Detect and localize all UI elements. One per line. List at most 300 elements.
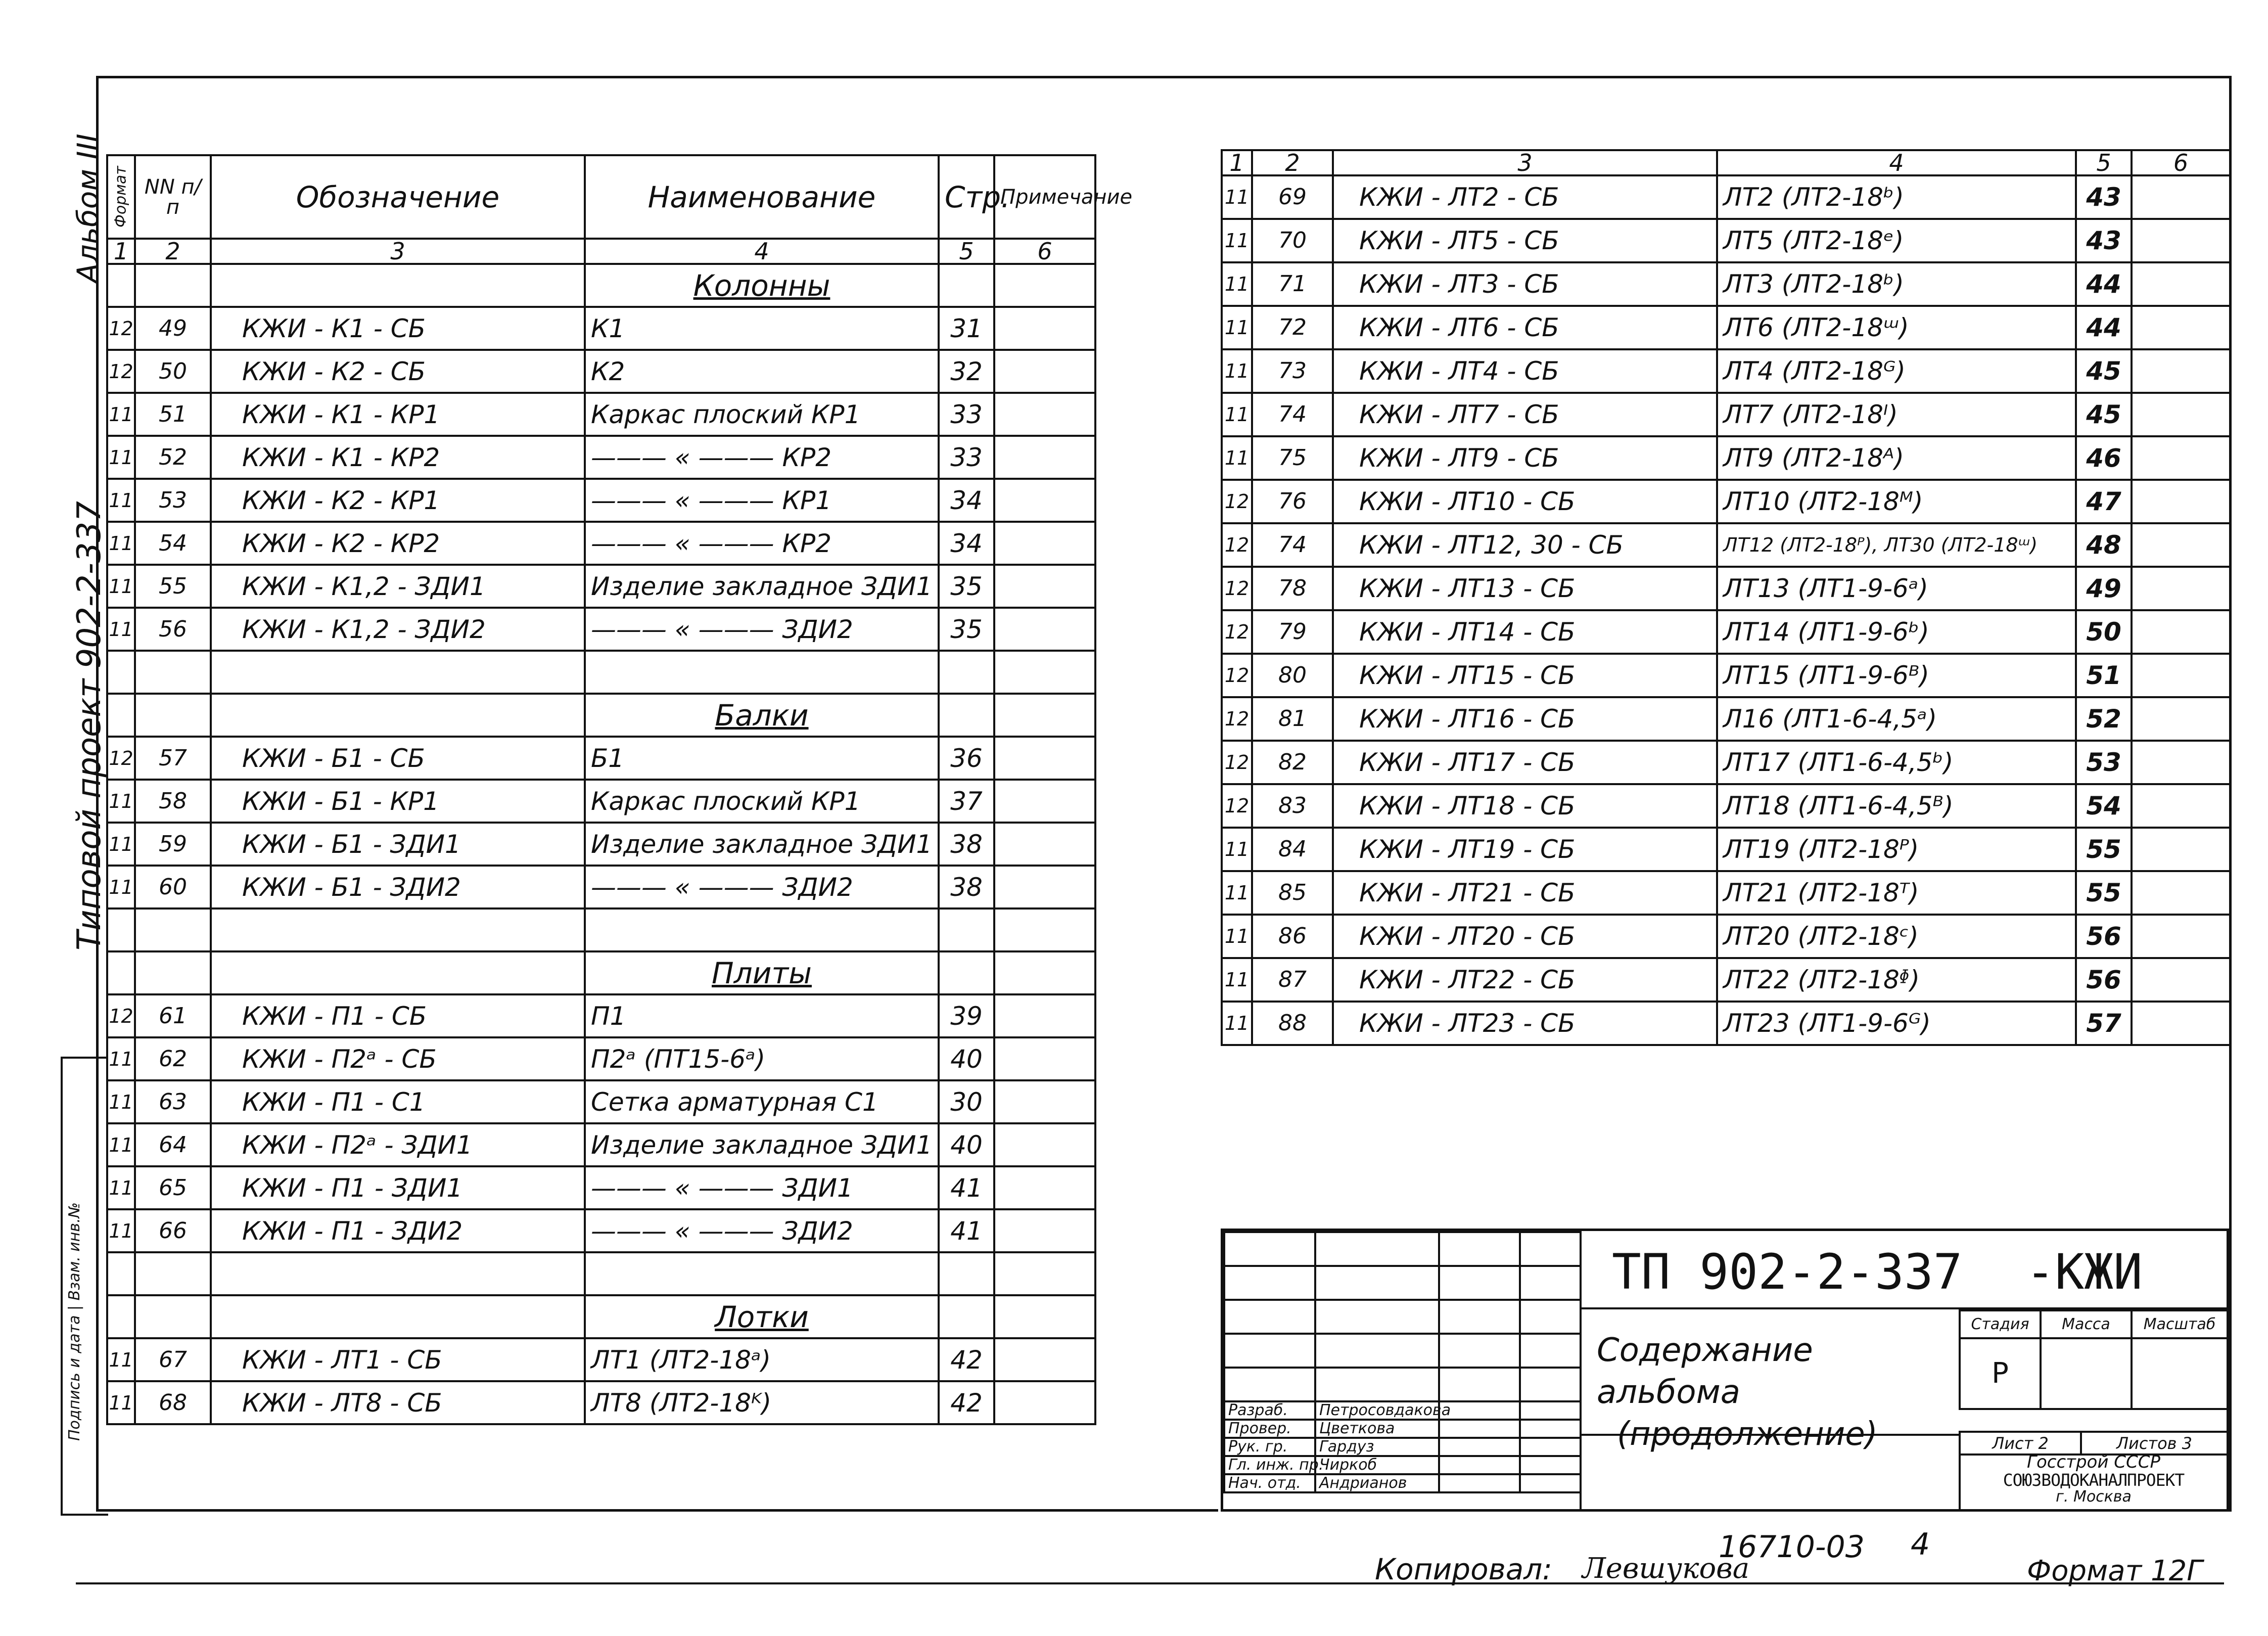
cell-designation: КЖИ - ЛТ3 - СБ xyxy=(1333,262,1717,306)
cell-note xyxy=(994,1080,1095,1123)
stamp-empty-row xyxy=(1224,1334,1581,1368)
outer-bottom-line xyxy=(76,1582,2224,1584)
cell-format xyxy=(107,264,135,307)
cell-num: 86 xyxy=(1252,915,1333,958)
cell-page: 35 xyxy=(939,608,994,651)
rcol-num-3: 3 xyxy=(1333,150,1717,175)
signature-grid xyxy=(1223,1231,1582,1493)
cell-name: ——— « ——— КР2 xyxy=(585,522,939,565)
cell-num: 85 xyxy=(1252,871,1333,915)
stage-value: Р xyxy=(1960,1338,2041,1409)
cell-format: 11 xyxy=(107,1338,135,1381)
person-role: Нач. отд. xyxy=(1224,1474,1315,1492)
cell-note xyxy=(994,307,1095,350)
cell-note xyxy=(994,994,1095,1037)
cell-note xyxy=(2132,958,2230,1002)
cell-name: ЛТ17 (ЛТ1-6-4,5ᵇ) xyxy=(1717,741,2076,784)
cell-num: 50 xyxy=(135,350,211,393)
person-date xyxy=(1520,1456,1581,1474)
cell-note xyxy=(2132,871,2230,915)
col-note-header: Примечание xyxy=(994,155,1095,239)
cell-num: 78 xyxy=(1252,567,1333,610)
person-date xyxy=(1520,1420,1581,1438)
cell-format: 11 xyxy=(107,522,135,565)
cell-name: ЛТ19 (ЛТ2-18ᴾ) xyxy=(1717,828,2076,871)
cell-page xyxy=(939,1295,994,1338)
cell-designation: КЖИ - ЛТ22 - СБ xyxy=(1333,958,1717,1002)
empty-cell xyxy=(107,908,135,951)
stamp-person-row xyxy=(1224,1456,1581,1474)
cell-page: 48 xyxy=(2076,523,2132,567)
signature-strip xyxy=(61,1057,108,1516)
cell-designation: КЖИ - ЛТ2 - СБ xyxy=(1333,175,1717,219)
table-row xyxy=(1222,262,2230,306)
person-name: Гардуз xyxy=(1315,1438,1439,1456)
project-label: Типовой проект 902-2-337 xyxy=(71,501,108,950)
cell-note xyxy=(994,565,1095,608)
cell-name: ЛТ1 (ЛТ2-18ᵃ) xyxy=(585,1338,939,1381)
cell-note xyxy=(2132,1002,2230,1045)
table-row xyxy=(107,651,1095,694)
cell-note xyxy=(2132,436,2230,480)
cell-format: 11 xyxy=(1222,871,1252,915)
cell-designation: КЖИ - ЛТ17 - СБ xyxy=(1333,741,1717,784)
stamp-cell xyxy=(1224,1334,1315,1368)
cell-note xyxy=(2132,567,2230,610)
cell-format: 12 xyxy=(1222,480,1252,523)
cell-format: 12 xyxy=(107,994,135,1037)
col-num-3: 3 xyxy=(211,239,585,264)
cell-note xyxy=(2132,349,2230,393)
cell-designation: КЖИ - К2 - СБ xyxy=(211,350,585,393)
cell-num: 63 xyxy=(135,1080,211,1123)
person-role: Провер. xyxy=(1224,1420,1315,1438)
cell-num: 70 xyxy=(1252,219,1333,262)
cell-num xyxy=(135,264,211,307)
cell-name: ЛТ2 (ЛТ2-18ᵇ) xyxy=(1717,175,2076,219)
table-row xyxy=(107,1252,1095,1295)
cell-num xyxy=(135,694,211,737)
table-row xyxy=(107,1295,1095,1338)
stamp-empty-row xyxy=(1224,1232,1581,1266)
cell-num xyxy=(135,1295,211,1338)
stamp-cell xyxy=(1224,1266,1315,1300)
cell-name: Л16 (ЛТ1-6-4,5ᵃ) xyxy=(1717,697,2076,741)
cell-page: 45 xyxy=(2076,393,2132,436)
cell-name: ЛТ10 (ЛТ2-18ᴹ) xyxy=(1717,480,2076,523)
empty-cell xyxy=(135,651,211,694)
table-row xyxy=(107,951,1095,994)
cell-page: 30 xyxy=(939,1080,994,1123)
cell-page: 57 xyxy=(2076,1002,2132,1045)
cell-format: 12 xyxy=(1222,610,1252,654)
cell-page xyxy=(939,951,994,994)
table-row xyxy=(107,1037,1095,1080)
person-role: Разраб. xyxy=(1224,1401,1315,1420)
cell-page: 56 xyxy=(2076,915,2132,958)
cell-designation: КЖИ - ЛТ18 - СБ xyxy=(1333,784,1717,828)
cell-format: 12 xyxy=(1222,523,1252,567)
cell-name: ЛТ20 (ЛТ2-18ᶜ) xyxy=(1717,915,2076,958)
cell-format xyxy=(107,694,135,737)
cell-num: 74 xyxy=(1252,393,1333,436)
cell-format: 11 xyxy=(1222,436,1252,480)
cell-name: Изделие закладное ЗДИ1 xyxy=(585,823,939,866)
person-role: Рук. гр. xyxy=(1224,1438,1315,1456)
cell-num: 88 xyxy=(1252,1002,1333,1045)
cell-name: ЛТ22 (ЛТ2-18ᶲ) xyxy=(1717,958,2076,1002)
cell-designation: КЖИ - К1,2 - ЗДИ2 xyxy=(211,608,585,651)
cell-format: 11 xyxy=(107,1381,135,1424)
cell-designation: КЖИ - К1 - СБ xyxy=(211,307,585,350)
cell-format: 11 xyxy=(1222,958,1252,1002)
frame-bottom-line xyxy=(96,1509,1218,1512)
cell-num xyxy=(135,951,211,994)
cell-note xyxy=(994,393,1095,436)
cell-note xyxy=(2132,262,2230,306)
table-row xyxy=(1222,654,2230,697)
cell-note xyxy=(994,866,1095,908)
cell-num: 61 xyxy=(135,994,211,1037)
scale-label: Масштаб xyxy=(2132,1310,2228,1338)
empty-cell xyxy=(107,1252,135,1295)
cell-format: 11 xyxy=(1222,175,1252,219)
cell-name: ЛТ4 (ЛТ2-18ᴳ) xyxy=(1717,349,2076,393)
organization-cell xyxy=(1959,1453,2227,1512)
mass-value xyxy=(2041,1338,2132,1409)
rcol-num-5: 5 xyxy=(2076,150,2132,175)
table-row xyxy=(1222,393,2230,436)
empty-cell xyxy=(994,908,1095,951)
cell-format: 11 xyxy=(107,565,135,608)
stamp-cell xyxy=(1315,1232,1439,1266)
person-name: Андрианов xyxy=(1315,1474,1439,1492)
table-row xyxy=(107,350,1095,393)
cell-page: 33 xyxy=(939,393,994,436)
org-ministry: Госстрой СССР xyxy=(2027,1452,2160,1472)
cell-name: П2ᵃ (ПТ15-6ᵃ) xyxy=(585,1037,939,1080)
col-num-4: 4 xyxy=(585,239,939,264)
cell-note xyxy=(994,1037,1095,1080)
stamp-cell xyxy=(1439,1232,1520,1266)
table-row xyxy=(107,823,1095,866)
cell-format: 11 xyxy=(107,1037,135,1080)
person-date xyxy=(1520,1401,1581,1420)
cell-name: ЛТ8 (ЛТ2-18ᴷ) xyxy=(585,1381,939,1424)
section-heading: Колонны xyxy=(585,264,939,307)
copier-signature: Левшукова xyxy=(1582,1552,1750,1585)
cell-num: 83 xyxy=(1252,784,1333,828)
mass-label: Масса xyxy=(2041,1310,2132,1338)
person-signature xyxy=(1439,1456,1520,1474)
cell-format: 12 xyxy=(107,307,135,350)
cell-page: 38 xyxy=(939,823,994,866)
person-signature xyxy=(1439,1420,1520,1438)
cell-page: 39 xyxy=(939,994,994,1037)
empty-cell xyxy=(994,651,1095,694)
cell-designation: КЖИ - П1 - С1 xyxy=(211,1080,585,1123)
cell-num: 57 xyxy=(135,737,211,780)
cell-num: 72 xyxy=(1252,306,1333,349)
cell-note xyxy=(2132,610,2230,654)
cell-note xyxy=(994,1338,1095,1381)
cell-page: 54 xyxy=(2076,784,2132,828)
cell-format: 11 xyxy=(107,1123,135,1166)
cell-format: 11 xyxy=(107,823,135,866)
empty-cell xyxy=(585,1252,939,1295)
cell-format: 11 xyxy=(1222,915,1252,958)
rcol-num-4: 4 xyxy=(1717,150,2076,175)
scale-value xyxy=(2132,1338,2228,1409)
cell-num: 69 xyxy=(1252,175,1333,219)
cell-format xyxy=(107,1295,135,1338)
empty-cell xyxy=(585,651,939,694)
stamp-empty-row xyxy=(1224,1300,1581,1334)
cell-num: 80 xyxy=(1252,654,1333,697)
stamp-cell xyxy=(1439,1300,1520,1334)
cell-format: 12 xyxy=(1222,784,1252,828)
cell-page: 41 xyxy=(939,1209,994,1252)
cell-designation: КЖИ - ЛТ15 - СБ xyxy=(1333,654,1717,697)
format-label: Формат 12Г xyxy=(2027,1555,2203,1587)
cell-page: 36 xyxy=(939,737,994,780)
cell-designation: КЖИ - Б1 - ЗДИ2 xyxy=(211,866,585,908)
cell-page: 31 xyxy=(939,307,994,350)
cell-format: 11 xyxy=(107,1080,135,1123)
cell-designation: КЖИ - П1 - СБ xyxy=(211,994,585,1037)
stamp-cell xyxy=(1520,1368,1581,1401)
sheets-total: Листов 3 xyxy=(2081,1432,2228,1455)
cell-num: 79 xyxy=(1252,610,1333,654)
cell-note xyxy=(994,436,1095,479)
cell-num: 60 xyxy=(135,866,211,908)
section-heading: Плиты xyxy=(585,951,939,994)
cell-page: 33 xyxy=(939,436,994,479)
cell-num: 62 xyxy=(135,1037,211,1080)
table-row xyxy=(1222,523,2230,567)
table-row xyxy=(1222,175,2230,219)
cell-num: 65 xyxy=(135,1166,211,1209)
table-row xyxy=(107,264,1095,307)
cell-note xyxy=(994,780,1095,823)
person-name: Цветкова xyxy=(1315,1420,1439,1438)
cell-page: 44 xyxy=(2076,262,2132,306)
table-row xyxy=(107,737,1095,780)
cell-note xyxy=(994,1123,1095,1166)
cell-page: 50 xyxy=(2076,610,2132,654)
cell-name: Изделие закладное ЗДИ1 xyxy=(585,1123,939,1166)
cell-num: 66 xyxy=(135,1209,211,1252)
table-row xyxy=(107,565,1095,608)
cell-format: 12 xyxy=(1222,741,1252,784)
cell-format: 12 xyxy=(107,737,135,780)
table-row xyxy=(107,694,1095,737)
table-row xyxy=(1222,1002,2230,1045)
code-cell xyxy=(1580,1231,2227,1309)
person-name: Чиркоб xyxy=(1315,1456,1439,1474)
cell-designation: КЖИ - ЛТ13 - СБ xyxy=(1333,567,1717,610)
col-designation-header: Обозначение xyxy=(211,155,585,239)
cell-num: 55 xyxy=(135,565,211,608)
cell-page xyxy=(939,694,994,737)
person-signature xyxy=(1439,1474,1520,1492)
cell-page xyxy=(939,264,994,307)
table-row xyxy=(1222,306,2230,349)
empty-cell xyxy=(939,651,994,694)
cell-name: ЛТ23 (ЛТ1-9-6ᴳ) xyxy=(1717,1002,2076,1045)
cell-designation: КЖИ - К2 - КР1 xyxy=(211,479,585,522)
cell-designation: КЖИ - ЛТ23 - СБ xyxy=(1333,1002,1717,1045)
cell-num: 51 xyxy=(135,393,211,436)
cell-designation: КЖИ - П1 - ЗДИ2 xyxy=(211,1209,585,1252)
cell-page: 55 xyxy=(2076,828,2132,871)
title-block xyxy=(1221,1229,2229,1512)
table-row xyxy=(107,1166,1095,1209)
table-row xyxy=(1222,958,2230,1002)
cell-page: 53 xyxy=(2076,741,2132,784)
cell-note xyxy=(994,1295,1095,1338)
cell-name: ——— « ——— ЗДИ2 xyxy=(585,1209,939,1252)
album-label: Альбом III xyxy=(71,133,105,283)
table-row xyxy=(1222,915,2230,958)
section-heading: Лотки xyxy=(585,1295,939,1338)
cell-designation xyxy=(211,951,585,994)
cell-page: 52 xyxy=(2076,697,2132,741)
cell-designation: КЖИ - К2 - КР2 xyxy=(211,522,585,565)
cell-num: 71 xyxy=(1252,262,1333,306)
cell-designation xyxy=(211,694,585,737)
stamp-empty-row xyxy=(1224,1368,1581,1401)
stamp-cell xyxy=(1224,1232,1315,1266)
cell-note xyxy=(994,951,1095,994)
col-page-header: Стр. xyxy=(939,155,994,239)
empty-cell xyxy=(135,1252,211,1295)
cell-designation: КЖИ - К1,2 - ЗДИ1 xyxy=(211,565,585,608)
stamp-cell xyxy=(1315,1266,1439,1300)
empty-cell xyxy=(211,908,585,951)
cell-num: 67 xyxy=(135,1338,211,1381)
col-num-header: NN п/п xyxy=(135,155,211,239)
cell-format: 11 xyxy=(107,780,135,823)
cell-page: 35 xyxy=(939,565,994,608)
cell-name: ——— « ——— ЗДИ2 xyxy=(585,866,939,908)
cell-designation: КЖИ - П2ᵃ - СБ xyxy=(211,1037,585,1080)
cell-format: 11 xyxy=(1222,828,1252,871)
cell-designation: КЖИ - Б1 - СБ xyxy=(211,737,585,780)
stamp-cell xyxy=(1520,1266,1581,1300)
cell-name: ——— « ——— ЗДИ2 xyxy=(585,608,939,651)
right-contents-table xyxy=(1221,149,2231,1046)
cell-note xyxy=(2132,480,2230,523)
cell-num: 54 xyxy=(135,522,211,565)
cell-designation: КЖИ - ЛТ16 - СБ xyxy=(1333,697,1717,741)
cell-page: 43 xyxy=(2076,175,2132,219)
cell-page: 34 xyxy=(939,479,994,522)
col-num-6: 6 xyxy=(994,239,1095,264)
frame-top-line xyxy=(96,76,2232,78)
table-row xyxy=(1222,784,2230,828)
cell-page: 40 xyxy=(939,1037,994,1080)
org-name: СОЮЗВОДОКАНАЛПРОЕКТ xyxy=(2003,1470,2185,1490)
table-row xyxy=(1222,219,2230,262)
cell-name: ЛТ14 (ЛТ1-9-6ᵇ) xyxy=(1717,610,2076,654)
cell-page: 49 xyxy=(2076,567,2132,610)
cell-format: 11 xyxy=(1222,306,1252,349)
cell-name: К2 xyxy=(585,350,939,393)
cell-note xyxy=(994,1381,1095,1424)
stamp-person-row xyxy=(1224,1401,1581,1420)
project-suffix: -КЖИ xyxy=(2025,1244,2143,1300)
cell-format: 12 xyxy=(1222,654,1252,697)
cell-page: 43 xyxy=(2076,219,2132,262)
rcol-num-1: 1 xyxy=(1222,150,1252,175)
cell-num: 81 xyxy=(1252,697,1333,741)
empty-bottom-cell xyxy=(1580,1436,1959,1512)
col-num-2: 2 xyxy=(135,239,211,264)
cell-num: 52 xyxy=(135,436,211,479)
table-row xyxy=(107,608,1095,651)
cell-name: ЛТ3 (ЛТ2-18ᵇ) xyxy=(1717,262,2076,306)
cell-format: 11 xyxy=(107,393,135,436)
cell-name: К1 xyxy=(585,307,939,350)
cell-page: 47 xyxy=(2076,480,2132,523)
rcol-num-6: 6 xyxy=(2132,150,2230,175)
cell-page: 56 xyxy=(2076,958,2132,1002)
cell-page: 44 xyxy=(2076,306,2132,349)
cell-note xyxy=(994,1209,1095,1252)
cell-designation: КЖИ - ЛТ21 - СБ xyxy=(1333,871,1717,915)
empty-cell xyxy=(211,1252,585,1295)
cell-format: 12 xyxy=(1222,697,1252,741)
cell-name: ЛТ13 (ЛТ1-9-6ᵃ) xyxy=(1717,567,2076,610)
cell-note xyxy=(2132,654,2230,697)
stage-label: Стадия xyxy=(1960,1310,2041,1338)
stamp-cell xyxy=(1224,1300,1315,1334)
empty-cell xyxy=(135,908,211,951)
cell-format: 11 xyxy=(1222,393,1252,436)
table-row xyxy=(1222,697,2230,741)
org-city: г. Москва xyxy=(2056,1488,2132,1506)
cell-designation xyxy=(211,1295,585,1338)
empty-cell xyxy=(211,651,585,694)
stamp-cell xyxy=(1439,1368,1520,1401)
cell-page: 34 xyxy=(939,522,994,565)
cell-designation: КЖИ - Б1 - ЗДИ1 xyxy=(211,823,585,866)
table-row xyxy=(1222,828,2230,871)
cell-format: 11 xyxy=(1222,219,1252,262)
left-contents-table xyxy=(106,154,1133,1425)
cell-designation: КЖИ - ЛТ20 - СБ xyxy=(1333,915,1717,958)
cell-name: ЛТ18 (ЛТ1-6-4,5ᴮ) xyxy=(1717,784,2076,828)
cell-format: 11 xyxy=(107,608,135,651)
cell-designation: КЖИ - ЛТ14 - СБ xyxy=(1333,610,1717,654)
table-row xyxy=(107,307,1095,350)
cell-num: 49 xyxy=(135,307,211,350)
cell-name: Каркас плоский КР1 xyxy=(585,780,939,823)
cell-name: Изделие закладное ЗДИ1 xyxy=(585,565,939,608)
table-row xyxy=(107,479,1095,522)
col-name-header: Наименование xyxy=(585,155,939,239)
table-row xyxy=(107,780,1095,823)
cell-note xyxy=(994,737,1095,780)
cell-page: 41 xyxy=(939,1166,994,1209)
cell-page: 45 xyxy=(2076,349,2132,393)
signature-strip-label: Подпись и дата | Взам. инв.№ xyxy=(66,1202,83,1441)
sheet-count: 4 xyxy=(1911,1527,1930,1562)
cell-note xyxy=(2132,784,2230,828)
cell-name: Б1 xyxy=(585,737,939,780)
stamp-cell xyxy=(1315,1334,1439,1368)
